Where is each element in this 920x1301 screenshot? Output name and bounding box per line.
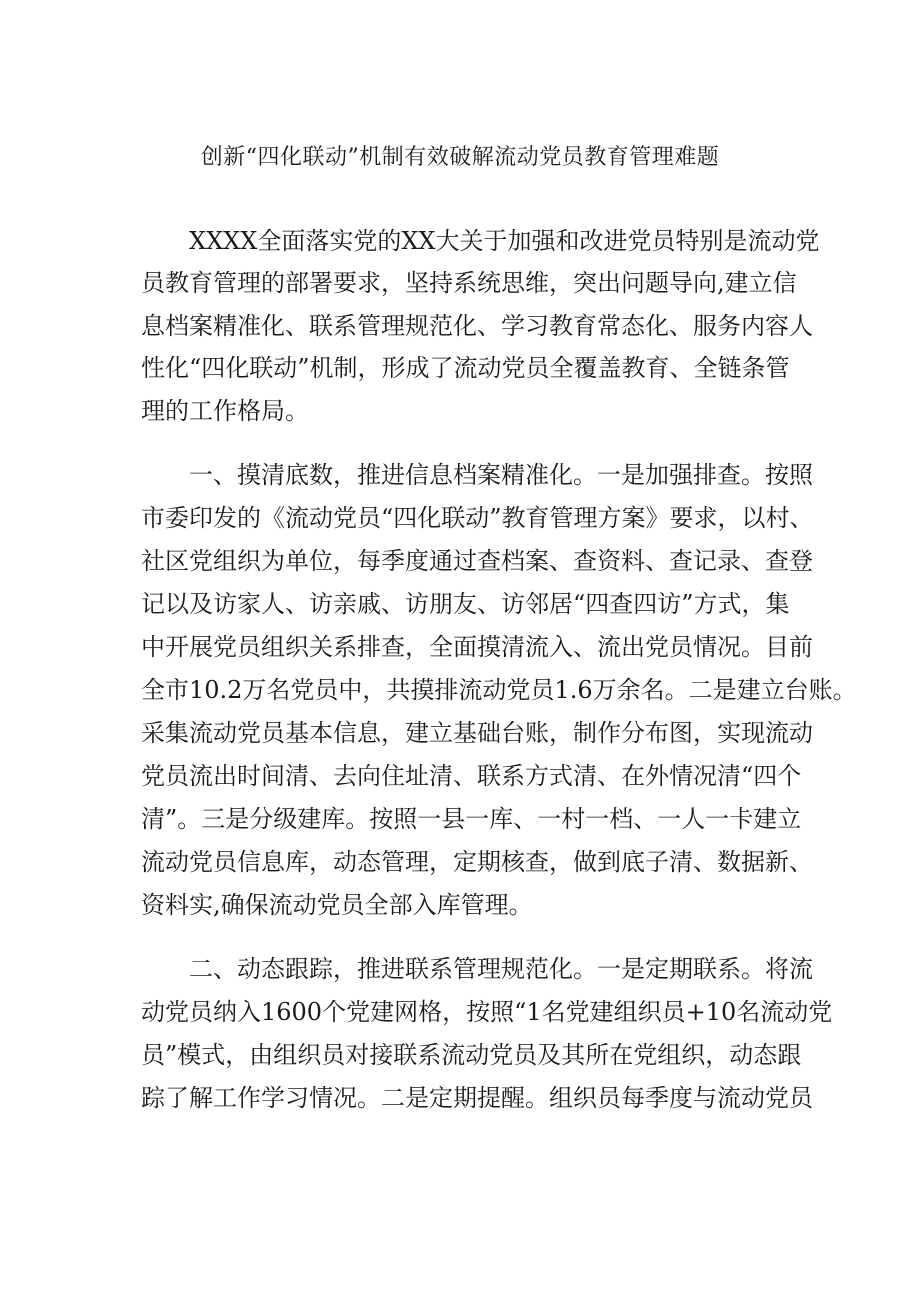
paragraph-2-line-5: 中开展党员组织关系排查，全面摸清流入、流出党员情况。目前	[141, 633, 813, 661]
paragraph-2-line-11: 资料实,确保流动党员全部入库管理。	[141, 891, 533, 919]
paragraph-3-line-3: 员”模式，由组织员对接联系流动党员及其所在党组织，动态跟	[141, 1041, 802, 1069]
paragraph-2-line-1: 一、摸清底数，推进信息档案精准化。一是加强排查。按照	[189, 461, 813, 489]
paragraph-1-line-2: 员教育管理的部署要求，坚持系统思维，突出问题导向,建立信	[141, 269, 797, 297]
document-title: 创新“四化联动”机制有效破解流动党员教育管理难题	[200, 145, 720, 170]
paragraph-3-line-2: 动党员纳入1600个党建网格，按照“1名党建组织员+10名流动党	[141, 998, 833, 1026]
paragraph-1-line-1: XXXX全面落实党的XX大关于加强和改进党员特别是流动党	[189, 227, 820, 255]
paragraph-2-line-8: 党员流出时间清、去向住址清、联系方式清、在外情况清“四个	[141, 762, 802, 790]
paragraph-3-line-1: 二、动态跟踪，推进联系管理规范化。一是定期联系。将流	[189, 955, 813, 983]
paragraph-2-line-2: 市委印发的《流动党员“四化联动”教育管理方案》要求，以村、	[141, 504, 814, 532]
paragraph-1-line-4: 性化“四化联动”机制，形成了流动党员全覆盖教育、全链条管	[141, 354, 790, 382]
paragraph-1-line-5: 理的工作格局。	[141, 397, 309, 425]
paragraph-3-line-4: 踪了解工作学习情况。二是定期提醒。组织员每季度与流动党员	[141, 1084, 813, 1112]
paragraph-2-line-7: 采集流动党员基本信息，建立基础台账，制作分布图，实现流动	[141, 719, 813, 747]
paragraph-1-line-3: 息档案精准化、联系管理规范化、学习教育常态化、服务内容人	[141, 312, 813, 340]
paragraph-2-line-10: 流动党员信息库，动态管理，定期核查，做到底子清、数据新、	[141, 848, 813, 876]
paragraph-2-line-3: 社区党组织为单位，每季度通过查档案、查资料、查记录、查登	[141, 547, 813, 575]
paragraph-2-line-4: 记以及访家人、访亲戚、访朋友、访邻居“四查四访”方式，集	[141, 590, 790, 618]
paragraph-2-line-6: 全市10.2万名党员中，共摸排流动党员1.6万余名。二是建立台账。	[141, 676, 857, 704]
paragraph-2-line-9: 清”。三是分级建库。按照一县一库、一村一档、一人一卡建立	[141, 805, 802, 833]
